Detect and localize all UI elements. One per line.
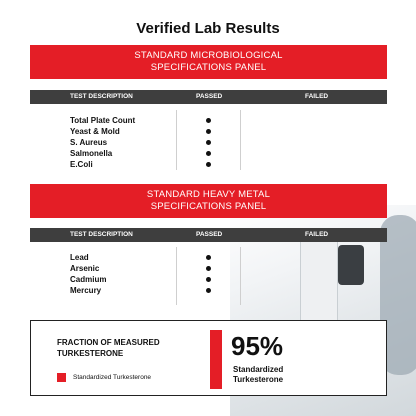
passed-dot-icon [206,151,211,156]
passed-dot-icon [206,288,211,293]
test-name: E.Coli [70,160,93,169]
table-row [70,137,135,148]
panel-title-line1: STANDARD MICROBIOLOGICAL [134,50,283,61]
test-name: Lead [70,253,89,262]
header-test-description: TEST DESCRIPTION [70,231,133,238]
percent-caption [233,365,283,385]
test-name: Total Plate Count [70,116,136,125]
test-name: Mercury [70,286,102,295]
header-failed: FAILED [305,93,329,100]
header-passed: PASSED [196,93,223,100]
heavy-metal-table-header [30,228,387,242]
percent-value: 95% [231,331,284,361]
heavy-metal-rows [70,252,106,296]
caption-line1: Standardized [233,365,284,374]
table-row [70,126,135,137]
percent-bar [210,330,222,389]
passed-dot-icon [206,129,211,134]
header-passed: PASSED [196,231,223,238]
passed-dot-icon [206,162,211,167]
column-divider [176,110,177,170]
table-row [70,159,135,170]
table-row [70,274,106,285]
table-row [70,252,106,263]
table-row [70,285,106,296]
panel-title-line2: SPECIFICATIONS PANEL [150,62,267,73]
legend-swatch [57,373,66,382]
column-divider [176,247,177,305]
table-row [70,148,135,159]
passed-dot-icon [206,118,211,123]
result-label-line1: FRACTION OF MEASURED [57,338,160,347]
test-name: Cadmium [70,275,107,284]
table-row [70,263,106,274]
heavy-metal-panel-banner [30,184,387,218]
column-divider [240,247,241,305]
caption-line2: Turkesterone [233,375,284,384]
panel-title-line1: STANDARD HEAVY METAL [146,189,271,200]
turkesterone-result-box [30,320,387,396]
passed-dot-icon [206,266,211,271]
table-row [70,115,135,126]
passed-dot-icon [206,255,211,260]
header-test-description: TEST DESCRIPTION [70,93,133,100]
test-name: S. Aureus [70,138,108,147]
page-title: Verified Lab Results [136,20,280,37]
microbiological-table-header [30,90,387,104]
column-divider [240,110,241,170]
microbiological-panel-banner [30,45,387,79]
result-label-line2: TURKESTERONE [57,349,124,358]
test-name: Arsenic [70,264,100,273]
passed-dot-icon [206,140,211,145]
panel-title-line2: SPECIFICATIONS PANEL [150,201,267,212]
passed-dot-icon [206,277,211,282]
legend-label: Standardized Turkesterone [73,374,152,381]
test-name: Yeast & Mold [70,127,120,136]
result-label [57,337,160,359]
test-name: Salmonella [70,149,113,158]
header-failed: FAILED [305,231,329,238]
microbiological-rows [70,115,135,170]
